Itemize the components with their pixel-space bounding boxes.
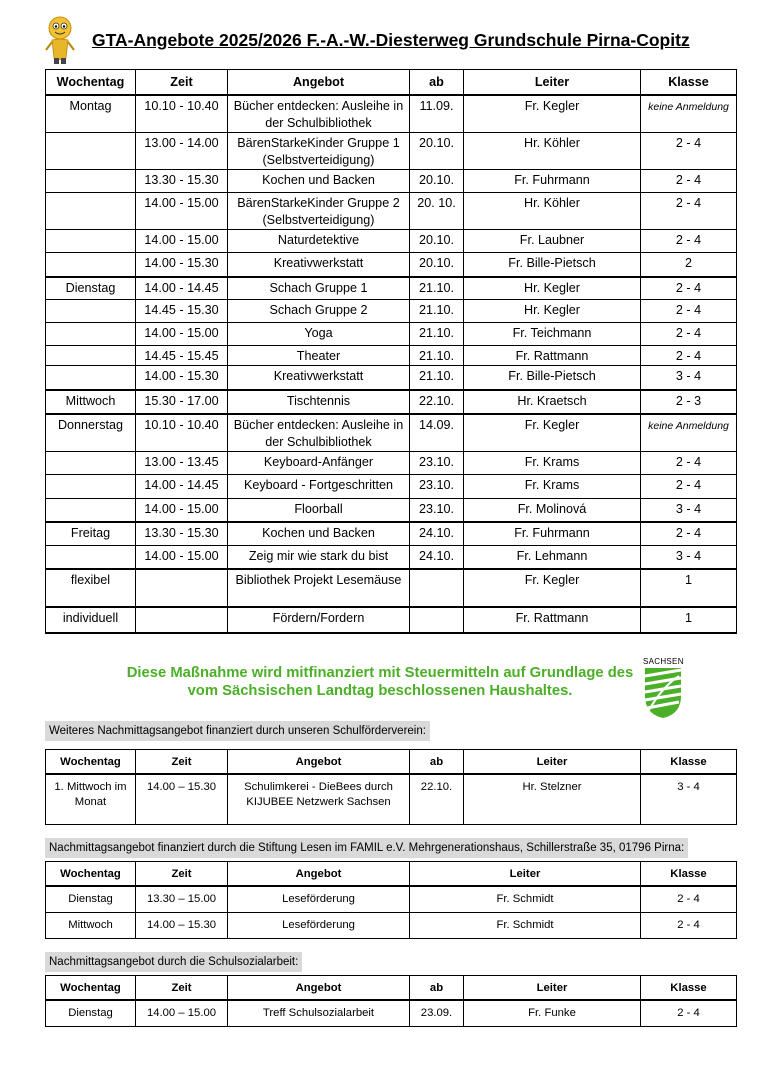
cell-leader: Fr. Funke xyxy=(464,1000,641,1026)
table-row xyxy=(46,774,737,824)
cell-leader: Hr. Köhler xyxy=(464,193,641,230)
cell-time: 13.00 - 13.45 xyxy=(136,451,228,474)
cell-leader: Hr. Stelzner xyxy=(464,774,641,824)
table-row xyxy=(46,323,737,346)
cell-offer: Leseförderung xyxy=(228,912,410,938)
cell-day: Mittwoch xyxy=(46,390,136,414)
cell-time: 13.30 – 15.00 xyxy=(136,886,228,912)
cell-from: 20.10. xyxy=(410,253,464,277)
cell-grade: 2 - 4 xyxy=(641,170,737,193)
cell-grade: 1 xyxy=(641,607,737,633)
cell-grade: 2 - 4 xyxy=(641,193,737,230)
table-header-row xyxy=(46,70,737,96)
cell-from: 20.10. xyxy=(410,230,464,253)
cell-time: 14.00 - 15.30 xyxy=(136,253,228,277)
cell-leader: Fr. Rattmann xyxy=(464,607,641,633)
col-header: Wochentag xyxy=(46,976,136,1001)
cell-day xyxy=(46,366,136,390)
cell-time: 13.30 - 15.30 xyxy=(136,522,228,545)
cell-offer: Leseförderung xyxy=(228,886,410,912)
cell-from: 23.09. xyxy=(410,1000,464,1026)
col-header: Leiter xyxy=(464,976,641,1001)
cell-leader: Fr. Rattmann xyxy=(464,346,641,366)
cell-grade: 2 - 4 xyxy=(641,133,737,170)
table-row xyxy=(46,474,737,498)
col-header: Klasse xyxy=(641,70,737,96)
table-row xyxy=(46,498,737,522)
cell-grade: 2 - 4 xyxy=(641,346,737,366)
col-header: Klasse xyxy=(641,976,737,1001)
col-header: Klasse xyxy=(641,862,737,887)
cell-grade: 2 - 4 xyxy=(641,522,737,545)
schulsozialarbeit-table xyxy=(45,975,737,1027)
cell-day xyxy=(46,451,136,474)
cell-leader: Fr. Schmidt xyxy=(410,912,641,938)
table-row xyxy=(46,607,737,633)
table-row xyxy=(46,1000,737,1026)
cell-time: 14.00 - 14.45 xyxy=(136,277,228,300)
cell-offer: Schulimkerei - DieBees durch KIJUBEE Netzwerk Sachsen xyxy=(228,774,410,824)
cell-offer: Zeig mir wie stark du bist xyxy=(228,545,410,569)
cell-day xyxy=(46,230,136,253)
cell-day: individuell xyxy=(46,607,136,633)
sachsen-logo-label: SACHSEN xyxy=(643,657,684,666)
section-heading-stiftung-lesen: Nachmittagsangebot finanziert durch die Stiftung Lesen im FAMIL e.V. Mehrgenerationshaus, Schillerstraße 35, 01796 Pirna: xyxy=(45,838,688,858)
col-header: Wochentag xyxy=(46,862,136,887)
cell-time: 10.10 - 10.40 xyxy=(136,95,228,133)
cell-offer: Bücher entdecken: Ausleihe in der Schulbibliothek xyxy=(228,414,410,452)
table-row xyxy=(46,346,737,366)
cell-day: Montag xyxy=(46,95,136,133)
cell-offer: BärenStarkeKinder Gruppe 1 (Selbstverteidigung) xyxy=(228,133,410,170)
cell-grade: keine Anmeldung xyxy=(641,414,737,452)
cell-leader: Fr. Kegler xyxy=(464,95,641,133)
cell-grade: 2 - 4 xyxy=(641,886,737,912)
cell-grade: 2 - 4 xyxy=(641,474,737,498)
cell-offer: Keyboard - Fortgeschritten xyxy=(228,474,410,498)
cell-leader: Hr. Kegler xyxy=(464,277,641,300)
cell-from: 20.10. xyxy=(410,170,464,193)
cell-grade: 2 - 3 xyxy=(641,390,737,414)
cell-offer: Keyboard-Anfänger xyxy=(228,451,410,474)
cell-grade: 2 - 4 xyxy=(641,912,737,938)
sachsen-logo xyxy=(643,657,683,721)
cell-from xyxy=(410,607,464,633)
cell-offer: Kreativwerkstatt xyxy=(228,253,410,277)
cell-from: 22.10. xyxy=(410,774,464,824)
col-header: Leiter xyxy=(464,70,641,96)
cell-day: Dienstag xyxy=(46,886,136,912)
cell-day: Freitag xyxy=(46,522,136,545)
cell-offer: Treff Schulsozialarbeit xyxy=(228,1000,410,1026)
cell-time: 13.00 - 14.00 xyxy=(136,133,228,170)
cell-day xyxy=(46,300,136,323)
cell-time: 10.10 - 10.40 xyxy=(136,414,228,452)
cell-leader: Fr. Bille-Pietsch xyxy=(464,366,641,390)
table-row xyxy=(46,886,737,912)
cell-day xyxy=(46,346,136,366)
cell-offer: Bibliothek Projekt Lesemäuse xyxy=(228,569,410,607)
col-header: Wochentag xyxy=(46,750,136,775)
cell-offer: Bücher entdecken: Ausleihe in der Schulbibliothek xyxy=(228,95,410,133)
cell-leader: Fr. Fuhrmann xyxy=(464,170,641,193)
col-header: Angebot xyxy=(228,70,410,96)
col-header: Zeit xyxy=(136,976,228,1001)
table-row xyxy=(46,193,737,230)
cell-time: 14.00 - 15.00 xyxy=(136,230,228,253)
cell-offer: Floorball xyxy=(228,498,410,522)
table-row xyxy=(46,545,737,569)
table-row xyxy=(46,414,737,452)
school-mascot-logo xyxy=(40,14,80,66)
section-heading-foerderverein: Weiteres Nachmittagsangebot finanziert durch unseren Schulförderverein: xyxy=(45,721,430,741)
foerderverein-table xyxy=(45,749,737,825)
cell-grade: 2 - 4 xyxy=(641,451,737,474)
table-row xyxy=(46,569,737,607)
cell-time: 14.45 - 15.30 xyxy=(136,300,228,323)
gta-schedule-table xyxy=(45,69,737,634)
cell-time: 14.00 - 15.00 xyxy=(136,323,228,346)
col-header: Zeit xyxy=(136,70,228,96)
col-header: Angebot xyxy=(228,750,410,775)
cell-offer: Schach Gruppe 1 xyxy=(228,277,410,300)
cell-from: 21.10. xyxy=(410,323,464,346)
cell-leader: Fr. Laubner xyxy=(464,230,641,253)
table-row xyxy=(46,95,737,133)
cell-offer: Fördern/Fordern xyxy=(228,607,410,633)
cell-offer: BärenStarkeKinder Gruppe 2 (Selbstverteidigung) xyxy=(228,193,410,230)
cell-day: Dienstag xyxy=(46,277,136,300)
col-header: Leiter xyxy=(464,750,641,775)
cell-leader: Fr. Kegler xyxy=(464,414,641,452)
cell-grade: keine Anmeldung xyxy=(641,95,737,133)
cell-time: 14.00 - 15.30 xyxy=(136,366,228,390)
cell-grade: 2 - 4 xyxy=(641,1000,737,1026)
cell-from: 21.10. xyxy=(410,300,464,323)
cell-day: Dienstag xyxy=(46,1000,136,1026)
cell-day xyxy=(46,474,136,498)
cell-leader: Fr. Fuhrmann xyxy=(464,522,641,545)
cell-offer: Theater xyxy=(228,346,410,366)
cell-grade: 2 xyxy=(641,253,737,277)
cell-grade: 3 - 4 xyxy=(641,498,737,522)
col-header: Wochentag xyxy=(46,70,136,96)
cell-time xyxy=(136,607,228,633)
cell-day xyxy=(46,323,136,346)
cell-time: 13.30 - 15.30 xyxy=(136,170,228,193)
table-row xyxy=(46,522,737,545)
cell-leader: Fr. Kegler xyxy=(464,569,641,607)
cell-from: 23.10. xyxy=(410,474,464,498)
col-header: Zeit xyxy=(136,750,228,775)
table-row xyxy=(46,451,737,474)
cell-from: 23.10. xyxy=(410,498,464,522)
cell-leader: Fr. Teichmann xyxy=(464,323,641,346)
cell-from: 21.10. xyxy=(410,366,464,390)
cell-grade: 2 - 4 xyxy=(641,300,737,323)
table-header-row xyxy=(46,862,737,887)
cell-time: 14.00 - 14.45 xyxy=(136,474,228,498)
cell-leader: Hr. Kegler xyxy=(464,300,641,323)
cell-offer: Kochen und Backen xyxy=(228,522,410,545)
stiftung-lesen-table xyxy=(45,861,737,939)
cell-leader: Fr. Molinová xyxy=(464,498,641,522)
cell-grade: 1 xyxy=(641,569,737,607)
cell-grade: 3 - 4 xyxy=(641,366,737,390)
table-row xyxy=(46,277,737,300)
col-header: Leiter xyxy=(410,862,641,887)
cell-grade: 2 - 4 xyxy=(641,277,737,300)
cell-time: 14.00 – 15.30 xyxy=(136,774,228,824)
cell-from: 21.10. xyxy=(410,346,464,366)
cell-time: 14.00 - 15.00 xyxy=(136,498,228,522)
cell-from: 22.10. xyxy=(410,390,464,414)
cell-leader: Fr. Lehmann xyxy=(464,545,641,569)
cell-offer: Tischtennis xyxy=(228,390,410,414)
funding-notice: Diese Maßnahme wird mitfinanziert mit Steuermitteln auf Grundlage des vom Sächsischen Landtag beschlossenen Haushaltes. xyxy=(126,665,634,699)
cell-day: Donnerstag xyxy=(46,414,136,452)
col-header: Angebot xyxy=(228,862,410,887)
cell-day xyxy=(46,545,136,569)
cell-day: flexibel xyxy=(46,569,136,607)
cell-offer: Yoga xyxy=(228,323,410,346)
col-header: ab xyxy=(410,750,464,775)
cell-leader: Fr. Schmidt xyxy=(410,886,641,912)
cell-offer: Kochen und Backen xyxy=(228,170,410,193)
cell-from: 21.10. xyxy=(410,277,464,300)
cell-grade: 2 - 4 xyxy=(641,323,737,346)
cell-day xyxy=(46,170,136,193)
col-header: Angebot xyxy=(228,976,410,1001)
cell-from: 20.10. xyxy=(410,133,464,170)
table-row xyxy=(46,253,737,277)
sachsen-crest-icon xyxy=(643,666,683,720)
table-header-row xyxy=(46,750,737,775)
cell-from: 11.09. xyxy=(410,95,464,133)
table-row xyxy=(46,390,737,414)
cell-time xyxy=(136,569,228,607)
table-row xyxy=(46,230,737,253)
cell-time: 14.00 - 15.00 xyxy=(136,193,228,230)
cell-day xyxy=(46,133,136,170)
cell-from: 14.09. xyxy=(410,414,464,452)
cell-offer: Kreativwerkstatt xyxy=(228,366,410,390)
cell-leader: Fr. Krams xyxy=(464,451,641,474)
section-heading-schulsozialarbeit: Nachmittagsangebot durch die Schulsozialarbeit: xyxy=(45,952,302,972)
cell-leader: Hr. Kraetsch xyxy=(464,390,641,414)
cell-leader: Fr. Krams xyxy=(464,474,641,498)
page-title: GTA-Angebote 2025/2026 F.-A.-W.-Diesterweg Grundschule Pirna-Copitz xyxy=(92,30,690,50)
cell-from: 24.10. xyxy=(410,545,464,569)
cell-day xyxy=(46,498,136,522)
cell-time: 14.00 - 15.00 xyxy=(136,545,228,569)
col-header: ab xyxy=(410,976,464,1001)
cell-from: 20. 10. xyxy=(410,193,464,230)
cell-from xyxy=(410,569,464,607)
cell-offer: Naturdetektive xyxy=(228,230,410,253)
cell-time: 14.00 – 15.00 xyxy=(136,1000,228,1026)
cell-grade: 2 - 4 xyxy=(641,230,737,253)
table-row xyxy=(46,366,737,390)
cell-leader: Hr. Köhler xyxy=(464,133,641,170)
cell-grade: 3 - 4 xyxy=(641,774,737,824)
table-row xyxy=(46,300,737,323)
cell-grade: 3 - 4 xyxy=(641,545,737,569)
cell-day xyxy=(46,193,136,230)
cell-day xyxy=(46,253,136,277)
table-row xyxy=(46,912,737,938)
table-row xyxy=(46,133,737,170)
cell-from: 24.10. xyxy=(410,522,464,545)
table-header-row xyxy=(46,976,737,1001)
col-header: Klasse xyxy=(641,750,737,775)
cell-time: 15.30 - 17.00 xyxy=(136,390,228,414)
cell-offer: Schach Gruppe 2 xyxy=(228,300,410,323)
cell-leader: Fr. Bille-Pietsch xyxy=(464,253,641,277)
cell-time: 14.45 - 15.45 xyxy=(136,346,228,366)
cell-from: 23.10. xyxy=(410,451,464,474)
col-header: ab xyxy=(410,70,464,96)
cell-day: 1. Mittwoch im Monat xyxy=(46,774,136,824)
table-row xyxy=(46,170,737,193)
cell-time: 14.00 – 15.30 xyxy=(136,912,228,938)
col-header: Zeit xyxy=(136,862,228,887)
cell-day: Mittwoch xyxy=(46,912,136,938)
